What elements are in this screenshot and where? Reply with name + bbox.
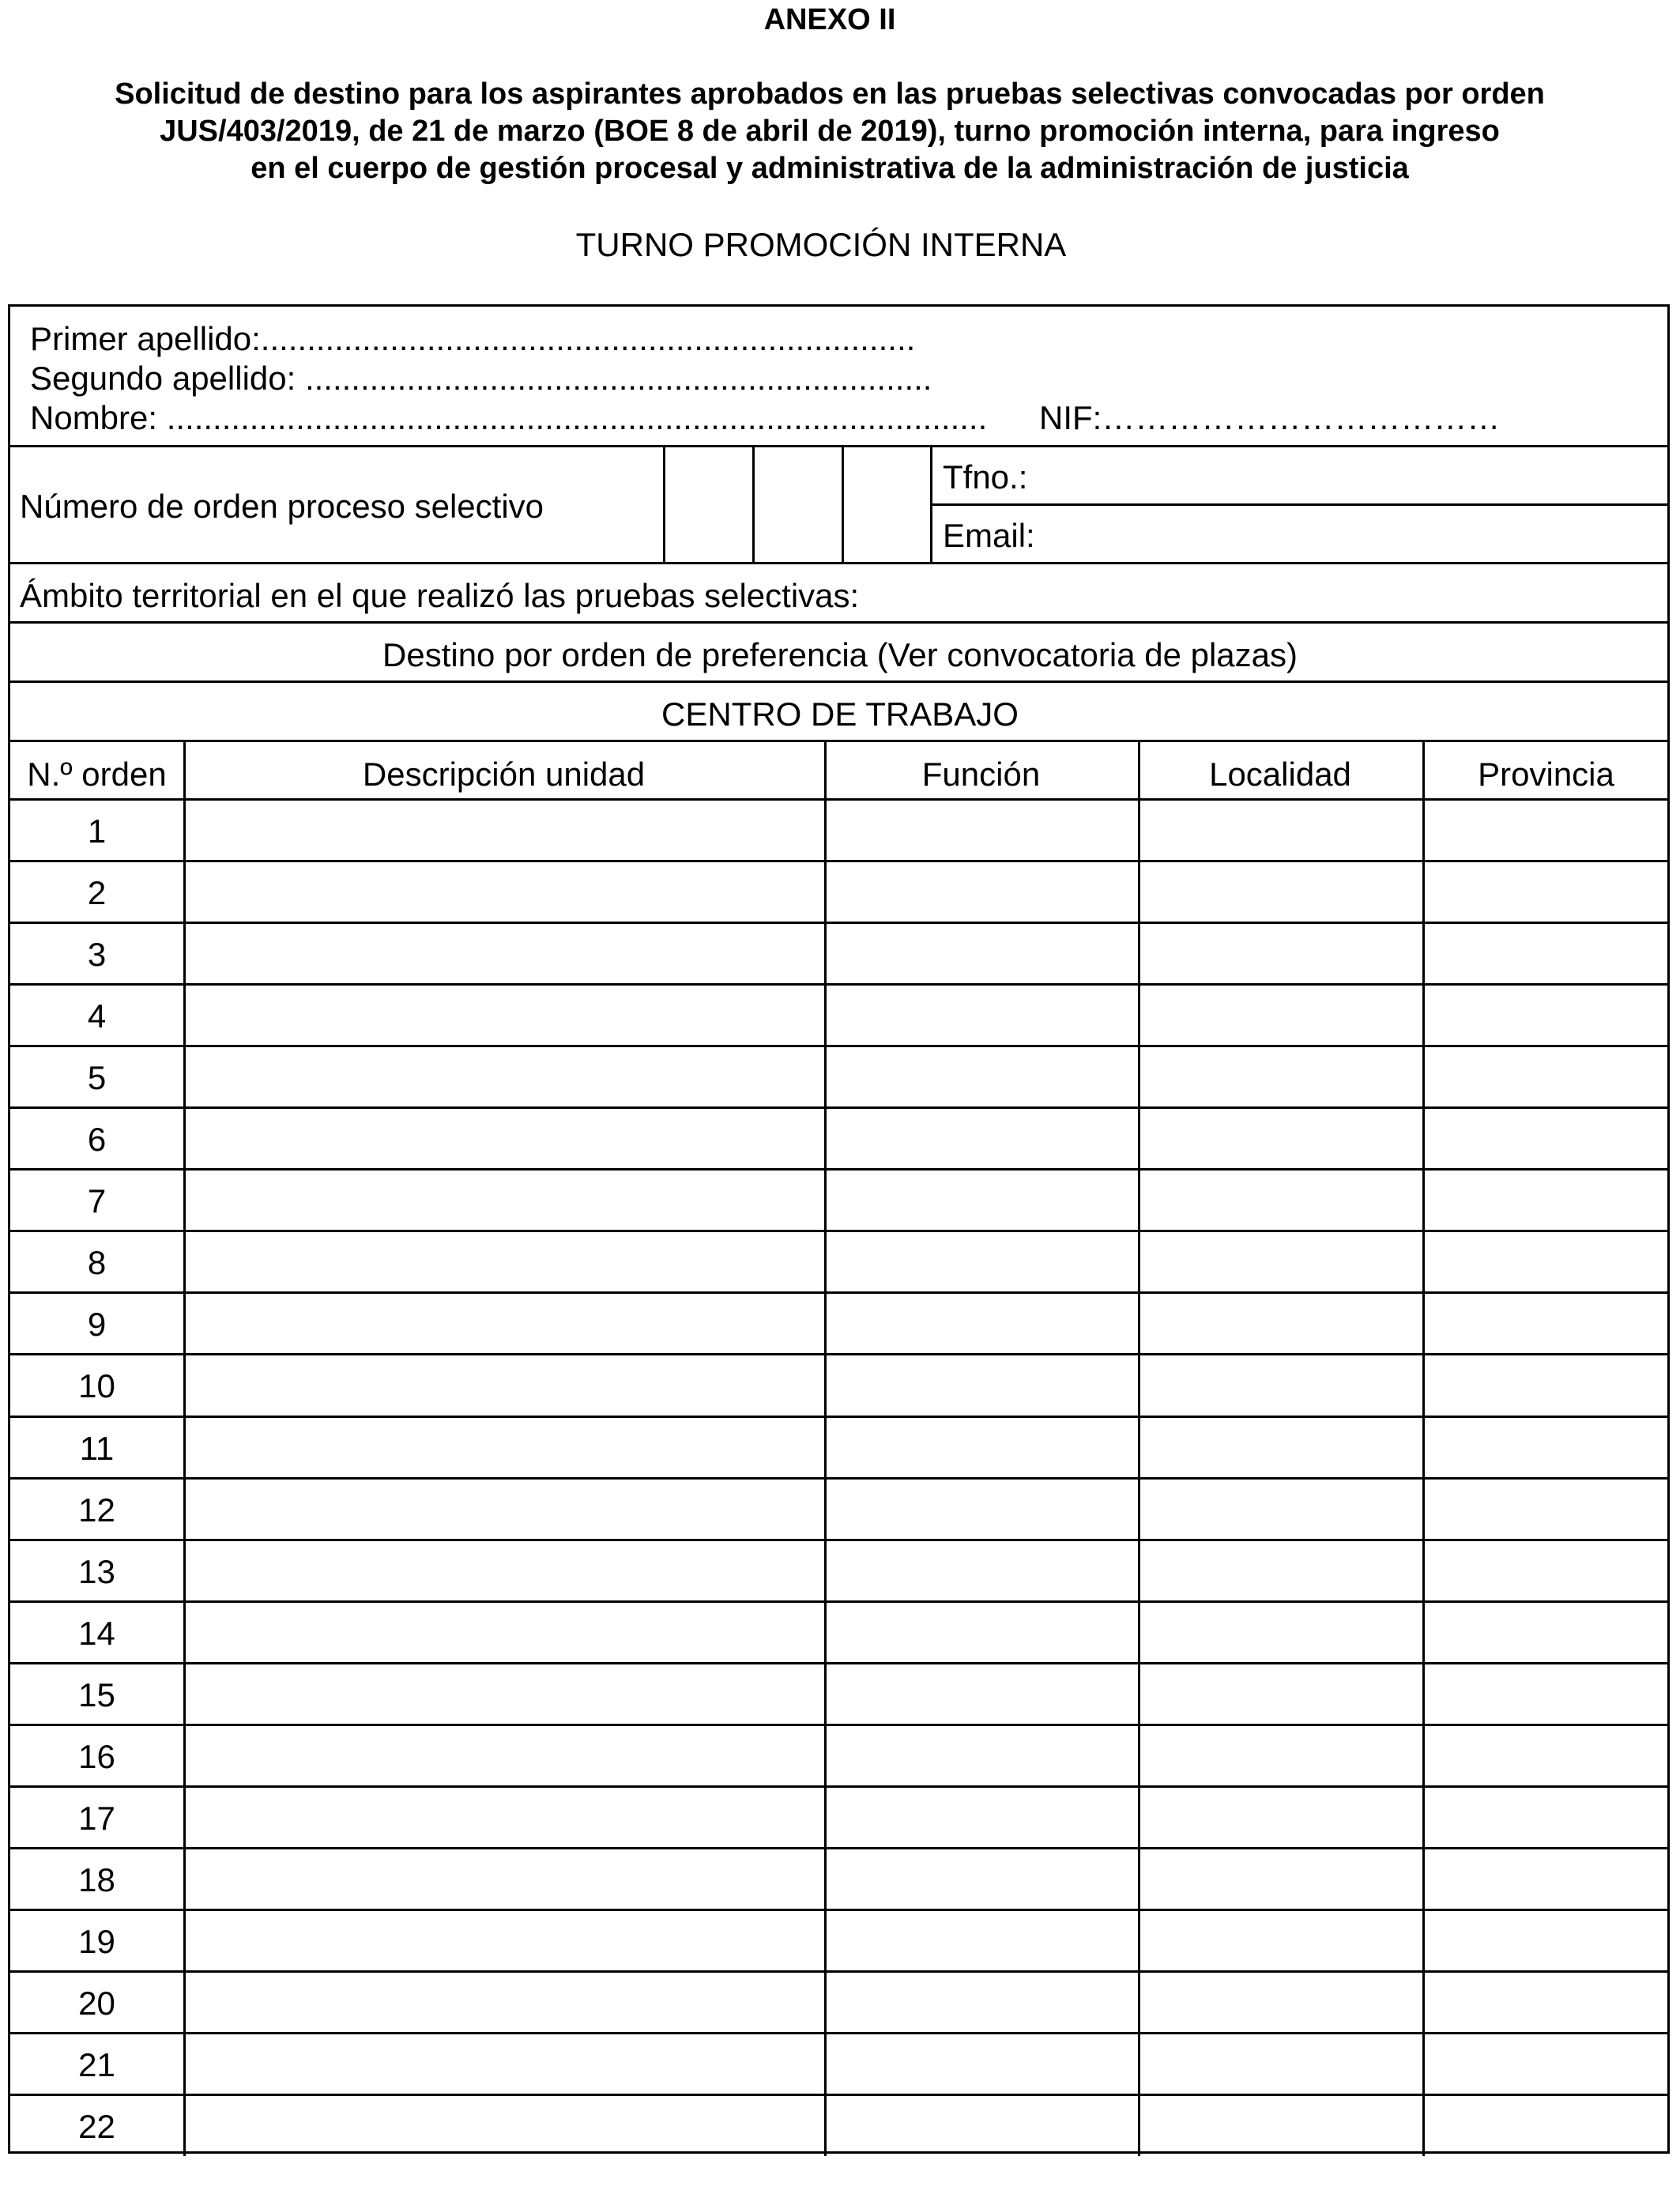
row-number: 20 — [78, 1984, 115, 2022]
divider — [10, 562, 1670, 564]
descripcion-cell[interactable] — [186, 1664, 824, 1723]
descripcion-cell[interactable] — [186, 800, 824, 859]
table-row — [10, 2034, 1670, 2095]
funcion-cell[interactable] — [827, 1787, 1138, 1846]
divider — [10, 680, 1670, 683]
turno-heading: TURNO PROMOCIÓN INTERNA — [575, 226, 1067, 263]
localidad-cell[interactable] — [1140, 2095, 1422, 2154]
localidad-cell[interactable] — [1140, 1540, 1422, 1600]
localidad-cell[interactable] — [1140, 1293, 1422, 1352]
descripcion-cell[interactable] — [186, 1355, 824, 1414]
divider — [930, 503, 1670, 506]
row-number: 13 — [78, 1552, 115, 1590]
column-header-orden: N.º orden — [27, 756, 167, 793]
row-number: 22 — [78, 2108, 115, 2146]
row-number: 7 — [87, 1182, 107, 1220]
document-subtitle — [0, 76, 1659, 187]
subtitle-line-3: en el cuerpo de gestión procesal y administrativa de la administración de justicia — [250, 152, 1409, 185]
descripcion-cell[interactable] — [186, 1479, 824, 1538]
row-number: 9 — [87, 1306, 107, 1344]
row-number: 16 — [78, 1737, 115, 1775]
nif-field[interactable]: NIF:……………………………… — [1039, 399, 1501, 436]
funcion-cell[interactable] — [827, 1479, 1138, 1538]
funcion-cell[interactable] — [827, 1664, 1138, 1723]
funcion-cell[interactable] — [827, 1910, 1138, 1970]
row-number: 1 — [87, 812, 107, 850]
localidad-cell[interactable] — [1140, 1787, 1422, 1846]
provincia-cell[interactable] — [1425, 1664, 1670, 1723]
provincia-cell[interactable] — [1425, 1602, 1670, 1661]
funcion-cell[interactable] — [827, 1417, 1138, 1476]
ambito-territorial-field[interactable]: Ámbito territorial en el que realizó las pruebas selectivas: — [20, 577, 860, 614]
provincia-cell[interactable] — [1425, 1355, 1670, 1414]
orden-digit-box-1[interactable] — [665, 447, 752, 562]
descripcion-cell[interactable] — [186, 2034, 824, 2093]
table-row — [10, 1602, 1670, 1664]
table-row — [10, 1046, 1670, 1108]
segundo-apellido-field[interactable]: Segundo apellido: .................................................................... — [30, 360, 932, 397]
provincia-cell[interactable] — [1425, 1170, 1670, 1229]
provincia-cell[interactable] — [1425, 985, 1670, 1044]
row-number: 18 — [78, 1860, 115, 1898]
subtitle-line-2: JUS/403/2019, de 21 de marzo (BOE 8 de abril de 2019), turno promoción interna, para ingreso — [160, 115, 1500, 148]
descripcion-cell[interactable] — [186, 1725, 824, 1785]
funcion-cell[interactable] — [827, 1602, 1138, 1661]
table-row — [10, 800, 1670, 861]
table-row — [10, 1540, 1670, 1602]
provincia-cell[interactable] — [1425, 1910, 1670, 1970]
funcion-cell[interactable] — [827, 923, 1138, 982]
table-row — [10, 1170, 1670, 1231]
descripcion-cell[interactable] — [186, 1231, 824, 1291]
subtitle-line-1: Solicitud de destino para los aspirantes aprobados en las pruebas selectivas convocadas por orden — [115, 77, 1545, 111]
row-number: 21 — [78, 2046, 115, 2084]
row-number: 2 — [87, 874, 107, 912]
row-number: 14 — [78, 1614, 115, 1652]
orden-digit-box-2[interactable] — [755, 447, 842, 562]
descripcion-cell[interactable] — [186, 2095, 824, 2154]
table-row — [10, 1910, 1670, 1972]
table-row — [10, 1664, 1670, 1725]
table-row — [10, 1849, 1670, 1910]
funcion-cell[interactable] — [827, 1540, 1138, 1600]
provincia-cell[interactable] — [1425, 1540, 1670, 1600]
provincia-cell[interactable] — [1425, 1293, 1670, 1352]
localidad-cell[interactable] — [1140, 1355, 1422, 1414]
descripcion-cell[interactable] — [186, 1170, 824, 1229]
table-row — [10, 1355, 1670, 1416]
localidad-cell[interactable] — [1140, 2034, 1422, 2093]
localidad-cell[interactable] — [1140, 1910, 1422, 1970]
row-number: 12 — [78, 1491, 115, 1529]
descripcion-cell[interactable] — [186, 1046, 824, 1106]
descripcion-cell[interactable] — [186, 861, 824, 921]
application-form — [8, 304, 1670, 2154]
divider — [10, 621, 1670, 624]
descripcion-cell[interactable] — [186, 1417, 824, 1476]
row-number: 19 — [78, 1922, 115, 1960]
descripcion-cell[interactable] — [186, 1602, 824, 1661]
provincia-cell[interactable] — [1425, 1479, 1670, 1538]
column-header-localidad: Localidad — [1209, 756, 1351, 793]
column-header-descripcion: Descripción unidad — [362, 756, 646, 793]
localidad-cell[interactable] — [1140, 1231, 1422, 1291]
descripcion-cell[interactable] — [186, 1972, 824, 2031]
table-row — [10, 1231, 1670, 1293]
provincia-cell[interactable] — [1425, 861, 1670, 921]
provincia-cell[interactable] — [1425, 1231, 1670, 1291]
table-row — [10, 1787, 1670, 1849]
localidad-cell[interactable] — [1140, 1417, 1422, 1476]
provincia-cell[interactable] — [1425, 1046, 1670, 1106]
localidad-cell[interactable] — [1140, 1972, 1422, 2031]
row-number: 15 — [78, 1676, 115, 1713]
descripcion-cell[interactable] — [186, 923, 824, 982]
orden-digit-box-3[interactable] — [844, 447, 930, 562]
table-row — [10, 861, 1670, 923]
provincia-cell[interactable] — [1425, 1417, 1670, 1476]
row-number: 5 — [87, 1059, 107, 1097]
table-row — [10, 985, 1670, 1046]
row-number: 17 — [78, 1799, 115, 1837]
column-header-provincia: Provincia — [1478, 756, 1614, 793]
localidad-cell[interactable] — [1140, 1664, 1422, 1723]
table-row — [10, 1417, 1670, 1479]
localidad-cell[interactable] — [1140, 1849, 1422, 1908]
row-number: 6 — [87, 1121, 107, 1159]
centro-trabajo-heading: CENTRO DE TRABAJO — [661, 696, 1019, 733]
table-row — [10, 923, 1670, 985]
row-number: 10 — [78, 1367, 115, 1405]
descripcion-cell[interactable] — [186, 1787, 824, 1846]
funcion-cell[interactable] — [827, 2034, 1138, 2093]
provincia-cell[interactable] — [1425, 2034, 1670, 2093]
funcion-cell[interactable] — [827, 1972, 1138, 2031]
localidad-cell[interactable] — [1140, 1479, 1422, 1538]
localidad-cell[interactable] — [1140, 1725, 1422, 1785]
localidad-cell[interactable] — [1140, 1602, 1422, 1661]
row-number: 3 — [87, 936, 107, 974]
row-number: 4 — [87, 997, 107, 1035]
localidad-cell[interactable] — [1140, 1170, 1422, 1229]
descripcion-cell[interactable] — [186, 1540, 824, 1600]
provincia-cell[interactable] — [1425, 923, 1670, 982]
email-field[interactable]: Email: — [943, 517, 1035, 554]
tfno-field[interactable]: Tfno.: — [943, 458, 1028, 496]
localidad-cell[interactable] — [1140, 1108, 1422, 1167]
descripcion-cell[interactable] — [186, 1293, 824, 1352]
provincia-cell[interactable] — [1425, 1725, 1670, 1785]
provincia-cell[interactable] — [1425, 800, 1670, 859]
row-number: 11 — [79, 1429, 115, 1467]
localidad-cell[interactable] — [1140, 800, 1422, 859]
table-row — [10, 2095, 1670, 2157]
table-row — [10, 1293, 1670, 1355]
funcion-cell[interactable] — [827, 1293, 1138, 1352]
destino-heading: Destino por orden de preferencia (Ver convocatoria de plazas) — [382, 636, 1298, 673]
descripcion-cell[interactable] — [186, 1849, 824, 1908]
funcion-cell[interactable] — [827, 861, 1138, 921]
table-row — [10, 1725, 1670, 1787]
funcion-cell[interactable] — [827, 985, 1138, 1044]
provincia-cell[interactable] — [1425, 1787, 1670, 1846]
nombre-field[interactable]: Nombre: ......................................................................................... — [30, 399, 988, 436]
descripcion-cell[interactable] — [186, 1108, 824, 1167]
row-number: 8 — [87, 1244, 107, 1282]
column-header-funcion: Función — [921, 756, 1041, 793]
funcion-cell[interactable] — [827, 1170, 1138, 1229]
localidad-cell[interactable] — [1140, 861, 1422, 921]
funcion-cell[interactable] — [827, 1725, 1138, 1785]
provincia-cell[interactable] — [1425, 1849, 1670, 1908]
funcion-cell[interactable] — [827, 2095, 1138, 2154]
table-row — [10, 1108, 1670, 1170]
descripcion-cell[interactable] — [186, 1910, 824, 1970]
numero-orden-label: Número de orden proceso selectivo — [20, 488, 544, 525]
funcion-cell[interactable] — [827, 800, 1138, 859]
descripcion-cell[interactable] — [186, 985, 824, 1044]
table-row — [10, 1972, 1670, 2034]
funcion-cell[interactable] — [827, 1355, 1138, 1414]
provincia-cell[interactable] — [1425, 1108, 1670, 1167]
table-row — [10, 1479, 1670, 1540]
annex-title: ANEXO II — [763, 3, 896, 36]
provincia-cell[interactable] — [1425, 2095, 1670, 2154]
provincia-cell[interactable] — [1425, 1972, 1670, 2031]
primer-apellido-field[interactable]: Primer apellido:....................................................................... — [30, 320, 916, 357]
funcion-cell[interactable] — [827, 1849, 1138, 1908]
localidad-cell[interactable] — [1140, 985, 1422, 1044]
funcion-cell[interactable] — [827, 1108, 1138, 1167]
localidad-cell[interactable] — [1140, 1046, 1422, 1106]
funcion-cell[interactable] — [827, 1046, 1138, 1106]
divider — [10, 740, 1670, 742]
funcion-cell[interactable] — [827, 1231, 1138, 1291]
localidad-cell[interactable] — [1140, 923, 1422, 982]
